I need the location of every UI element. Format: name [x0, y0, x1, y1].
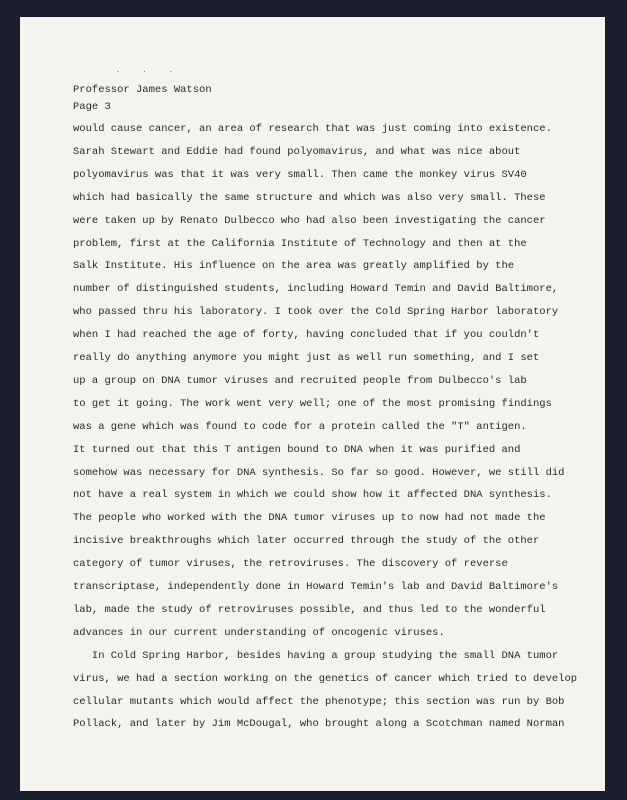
- text-line: number of distinguished students, including Howard Temin and David Baltimore,: [73, 283, 559, 296]
- text-line: Sarah Stewart and Eddie had found polyomavirus, and what was nice about: [73, 145, 521, 158]
- text-line: cellular mutants which would affect the phenotype; this section was run by Bob: [73, 695, 565, 708]
- text-line: to get it going. The work went very well; one of the most promising findings: [73, 397, 552, 410]
- text-line: were taken up by Renato Dulbecco who had also been investigating the cancer: [73, 214, 546, 227]
- text-line: really do anything anymore you might just as well run something, and I set: [73, 352, 540, 364]
- text-line: advances in our current understanding of oncogenic viruses.: [73, 626, 445, 639]
- header-page: Page 3: [73, 101, 111, 113]
- text-line: Pollack, and later by Jim McDougal, who brought along a Scotchman named Norman: [73, 718, 565, 731]
- text-line: The people who worked with the DNA tumor viruses up to now had not made the: [73, 512, 546, 525]
- text-line: was a gene which was found to code for a protein called the "T" antigen.: [73, 420, 527, 433]
- text-line: when I had reached the age of forty, having concluded that if you couldn't: [73, 329, 540, 342]
- header-name: Professor James Watson: [73, 84, 212, 96]
- text-line: incisive breakthroughs which later occurred through the study of the other: [73, 535, 540, 548]
- text-line: would cause cancer, an area of research that was just coming into existence.: [73, 123, 552, 135]
- page-specks: . . .: [116, 67, 183, 75]
- text-line: In Cold Spring Harbor, besides having a group studying the small DNA tumor: [73, 649, 559, 662]
- text-line: It turned out that this T antigen bound to DNA when it was purified and: [73, 443, 521, 456]
- text-line: somehow was necessary for DNA synthesis. So far so good. However, we still did: [73, 466, 565, 479]
- text-line: who passed thru his laboratory. I took over the Cold Spring Harbor laboratory: [73, 306, 559, 319]
- text-line: lab, made the study of retroviruses possible, and thus led to the wonderful: [73, 603, 546, 616]
- text-line: not have a real system in which we could show how it affected DNA synthesis.: [73, 489, 552, 502]
- text-line: up a group on DNA tumor viruses and recruited people from Dulbecco's lab: [73, 374, 527, 387]
- document-page: [20, 17, 605, 791]
- text-line: polyomavirus was that it was very small. Then came the monkey virus SV40: [73, 168, 527, 181]
- text-line: virus, we had a section working on the genetics of cancer which tried to develop: [73, 672, 578, 685]
- text-line: category of tumor viruses, the retroviruses. The discovery of reverse: [73, 558, 508, 571]
- text-line: transcriptase, independently done in Howard Temin's lab and David Baltimore's: [73, 581, 559, 593]
- text-line: Salk Institute. His influence on the area was greatly amplified by the: [73, 260, 515, 273]
- text-line: which had basically the same structure and which was also very small. These: [73, 191, 546, 204]
- text-line: problem, first at the California Institute of Technology and then at the: [73, 237, 527, 250]
